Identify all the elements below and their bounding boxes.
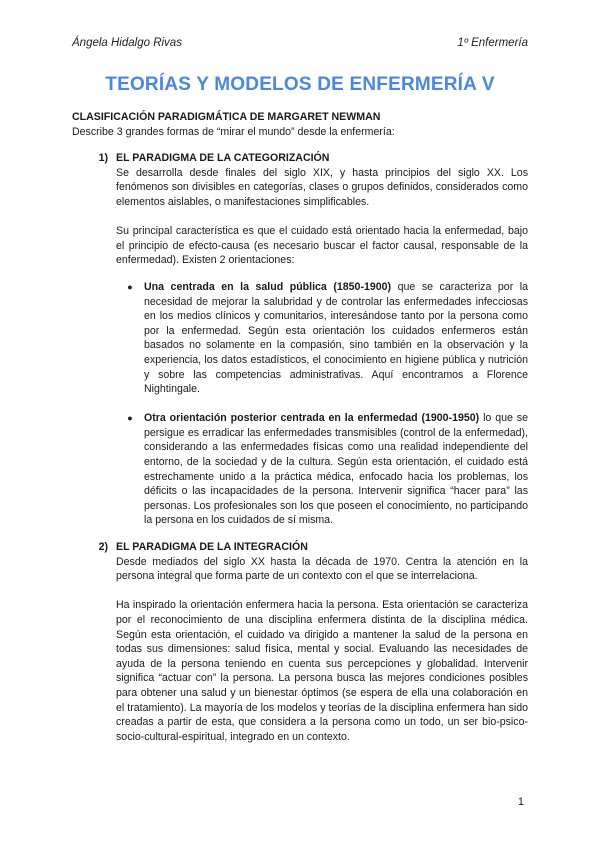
list-item: [116, 411, 528, 528]
section-number: 2): [98, 541, 108, 554]
document-body: [72, 110, 528, 759]
bullet-icon: ●: [127, 281, 133, 292]
section-title: EL PARADIGMA DE LA INTEGRACIÓN: [116, 541, 308, 554]
section-body: [116, 555, 528, 745]
list-item-text: [144, 280, 528, 397]
paragraph: Su principal característica es que el cuidado está orientado hacia la enfermedad, bajo el principio de efecto-causa (es necesario buscar el factor causal, responsable de la enfermedad). Existen 2 orientaciones:: [116, 225, 528, 267]
section-title: EL PARADIGMA DE LA CATEGORIZACIÓN: [116, 152, 330, 165]
page-number: 1: [517, 796, 524, 808]
list-item: [116, 280, 528, 397]
list-item-body: que se caracteriza por la necesidad de mejorar la salubridad y de controlar las enfermedades infecciosas en los medios clínicos y comunitarios, interesándose tanto por la persona como por la enfermedad. Según esta orientación los cuidados enfermeros están basados no solamente en la compasión, sino también en la observación y la experiencia, los datos estadísticos, el conocimiento en higiene pública y nutrición y sobre las competencias administrativas. Aquí encontramos a Florence Nightingale.: [144, 280, 529, 396]
orientation-list: [116, 280, 528, 528]
list-item-bold: Otra orientación posterior centrada en la enfermedad (1900-1950): [144, 412, 480, 425]
section-heading: [72, 151, 528, 166]
classification-heading: CLASIFICACIÓN PARADIGMÁTICA DE MARGARET NEWMAN: [72, 111, 381, 123]
section-body: [116, 166, 528, 528]
list-item-text: [144, 411, 528, 528]
paragraph: Ha inspirado la orientación enfermera hacia la persona. Esta orientación se caracteriza por el reconocimiento de una disciplina enfermera distinta de la disciplina médica. Según esta orientación, el cuidado va dirigido a mantener la salud de la persona en todas sus dimensiones: salud física, mental y social. Evaluando las necesidades de ayuda de la persona teniendo en cuenta sus percepciones y globalidad. Intervenir significa “actuar con” la persona. La persona busca las mejores condiciones posibles para obtener una salud y un bienestar óptimos (se espera de ella una colaboración en el tratamiento). La mayoría de los modelos y teorías de la disciplina enfermera han sido creadas a partir de esta, que considera a la persona como un todo, un ser bio-psico-socio-cultural-espiritual, integrado en un contexto.: [116, 599, 528, 743]
list-item-body: lo que se persigue es erradicar las enfermedades transmisibles (control de la enfermedad), considerando a las enfermedades físicas como una realidad independiente del entorno, de la sociedad y de la cultura. Según esta orientación, el cuidado está estrechamente unido a la práctica médica, enfocado hacia los problemas, los déficits o las incapacidades de la persona. Intervenir significa “hacer para” las personas. Los profesionales son los que poseen el conocimiento, no participando la persona en los cuidados de sí misma.: [144, 412, 528, 527]
section-number: 1): [98, 152, 108, 165]
header-course: 1º Enfermería: [457, 37, 528, 49]
bullet-icon: ●: [127, 413, 133, 424]
paragraph: Desde mediados del siglo XX hasta la década de 1970. Centra la atención en la persona integral que forma parte de un contexto con el que se interrelaciona.: [116, 555, 528, 583]
paragraph: Se desarrolla desde finales del siglo XIX, y hasta principios del siglo XX. Los fenómenos son divisibles en categorías, clases o grupos definidos, considerados como elementos aislables, o manifestaciones simplificables.: [116, 166, 528, 208]
list-item-bold: Una centrada en la salud pública (1850-1900): [144, 280, 392, 293]
header-author: Ángela Hidalgo Rivas: [72, 37, 182, 49]
classification-intro: Describe 3 grandes formas de “mirar el mundo” desde la enfermería:: [72, 125, 395, 138]
document-title: TEORÍAS Y MODELOS DE ENFERMERÍA V: [105, 74, 495, 95]
section-heading: [72, 540, 528, 555]
